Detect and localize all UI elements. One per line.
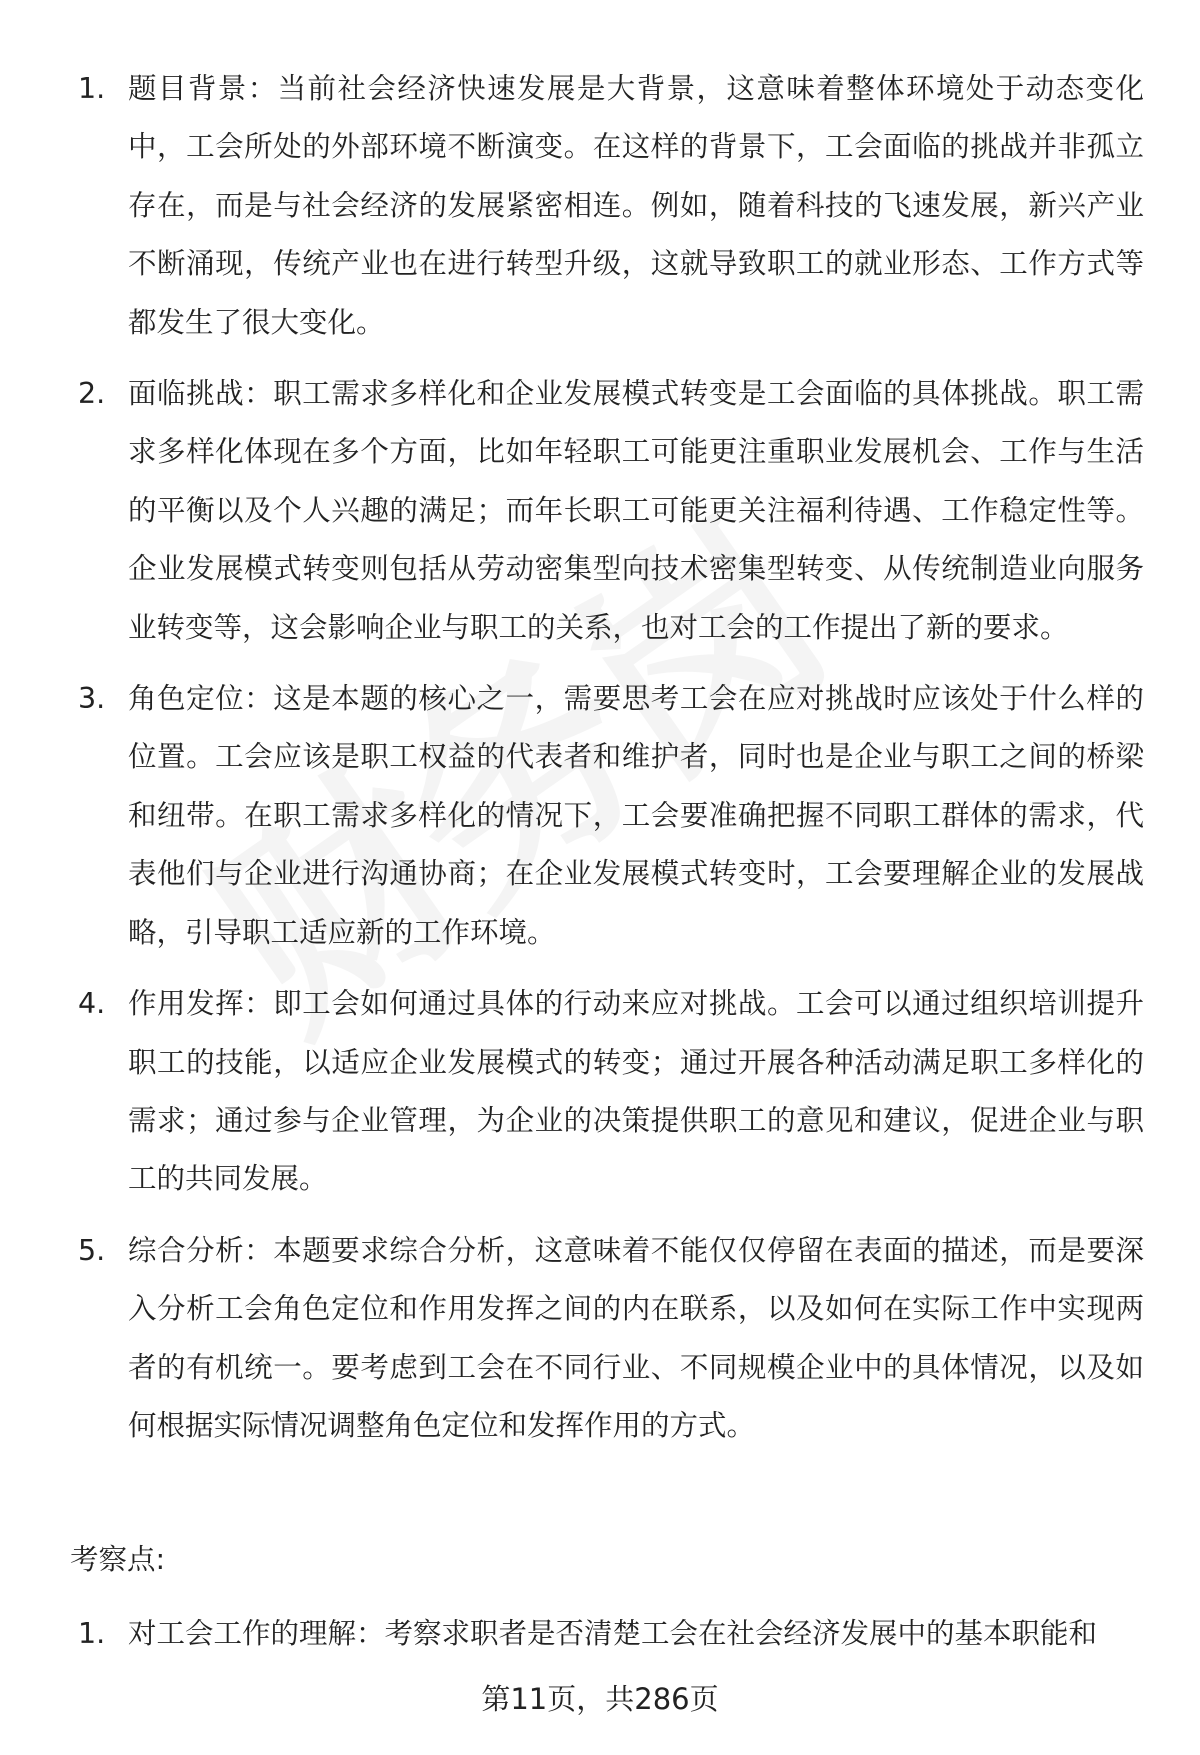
analysis-list <box>78 60 1144 1468</box>
item-number: 1. <box>78 72 106 105</box>
item-number: 2. <box>78 377 106 411</box>
item-text: 对工会工作的理解：考察求职者是否清楚工会在社会经济发展中的基本职能和 <box>128 1617 1098 1650</box>
item-text: 角色定位：这是本题的核心之一，需要思考工会在应对挑战时应该处于什么样的位置。工会应该是职工权益的代表者和维护者，同时也是企业与职工之间的桥梁和纽带。在职工需求多样化的情况下，工会要准确把握不同职工群体的需求，代表他们与企业进行沟通协商；在企业发展模式转变时，工会要理解企业的发展战略，引导职工适应新的工作环境。 <box>128 682 1144 949</box>
list-item <box>78 365 1144 657</box>
list-item <box>78 1222 1144 1456</box>
assessment-points-list <box>78 1605 1144 1676</box>
item-text: 面临挑战：职工需求多样化和企业发展模式转变是工会面临的具体挑战。职工需求多样化体现在多个方面，比如年轻职工可能更注重职业发展机会、工作与生活的平衡以及个人兴趣的满足；而年长职工可能更关注福利待遇、工作稳定性等。企业发展模式转变则包括从劳动密集型向技术密集型转变、从传统制造业向服务业转变等，这会影响企业与职工的关系，也对工会的工作提出了新的要求。 <box>128 377 1144 644</box>
section-heading: 考察点: <box>70 1543 166 1576</box>
page-footer: 第11页，共286页 <box>481 1682 719 1716</box>
list-item <box>78 1605 1144 1663</box>
item-number: 5. <box>78 1233 106 1267</box>
list-item <box>78 975 1144 1209</box>
item-text: 作用发挥：即工会如何通过具体的行动来应对挑战。工会可以通过组织培训提升职工的技能，以适应企业发展模式的转变；通过开展各种活动满足职工多样化的需求；通过参与企业管理，为企业的决策提供职工的意见和建议，促进企业与职工的共同发展。 <box>128 987 1144 1196</box>
item-text: 题目背景：当前社会经济快速发展是大背景，这意味着整体环境处于动态变化中，工会所处的外部环境不断演变。在这样的背景下，工会面临的挑战并非孤立存在，而是与社会经济的发展紧密相连。例如，随着科技的飞速发展，新兴产业不断涌现，传统产业也在进行转型升级，这就导致职工的就业形态、工作方式等都发生了很大变化。 <box>128 72 1144 339</box>
list-item <box>78 670 1144 962</box>
item-number: 1. <box>78 1617 106 1650</box>
item-number: 3. <box>78 682 106 716</box>
item-text: 综合分析：本题要求综合分析，这意味着不能仅仅停留在表面的描述，而是要深入分析工会角色定位和作用发挥之间的内在联系，以及如何在实际工作中实现两者的有机统一。要考虑到工会在不同行业、不同规模企业中的具体情况，以及如何根据实际情况调整角色定位和发挥作用的方式。 <box>128 1233 1144 1442</box>
item-number: 4. <box>78 987 106 1021</box>
list-item <box>78 60 1144 352</box>
